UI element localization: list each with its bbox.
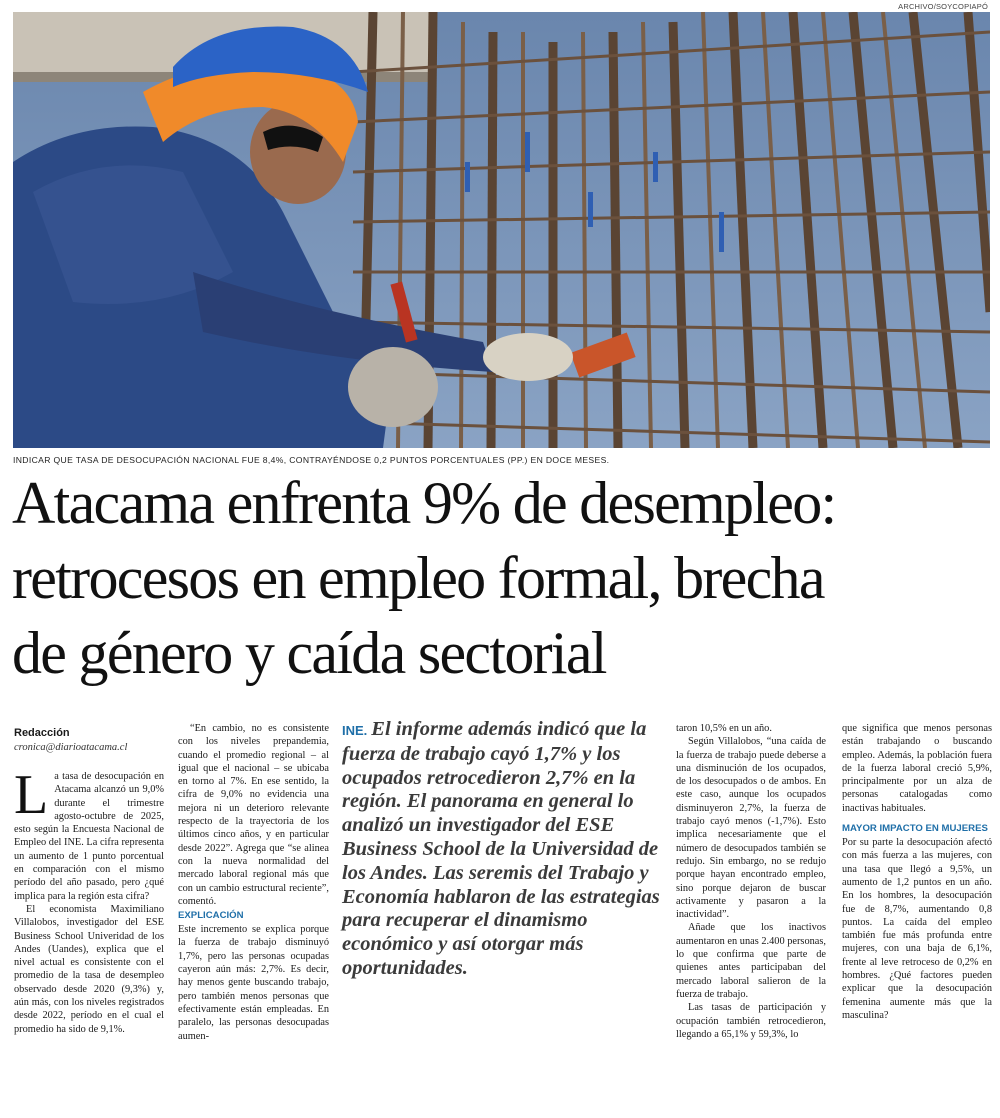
byline-email[interactable]: cronica@diarioatacama.cl	[14, 742, 128, 753]
paragraph: Este incremento se explica porque la fuerza de trabajo disminuyó 1,7%, pero las personas ocupadas cayeron aún más: 2,7%. Es decir, hay menos gente buscando trabajo, pero también menos personas que efectivamente están empleadas. En paralelo, las personas desocupadas aumen-	[178, 924, 329, 1042]
paragraph: que significa que menos personas están trabajando o buscando empleo. Además, la población fuera de la fuerza laboral creció 5,9%, principalmente por un alza de personas catalogadas como inactivas habituales.	[842, 723, 992, 814]
construction-worker-photo	[13, 12, 990, 448]
paragraph: “En cambio, no es consistente con los niveles prepandemia, cuando el promedio regional – al igual que el nacional – se ubicaba en torno al 7%. En ese sentido, la cifra de 9,0% no evidencia una mejora ni un deterioro relevante respecto de la trayectoria de los últimos cinco años, y en particular desde 2022”. Agrega que “se alinea con la nueva normalidad del mercado laboral regional más que con un cambio estructural reciente”, comentó.	[178, 723, 329, 907]
paragraph: Según Villalobos, “una caída de la fuerza de trabajo puede deberse a una disminución de los ocupados, de los desocupados o de ambos. En este caso, aunque los ocupados disminuyeron 2,7%, la fuerza de trabajo cayó menos (-1,7%). Esto implica necesariamente que el número de desocupados también se redujo. Sin embargo, no se redujo porque hayan encontrado empleo, sino porque dejaron de buscar activamente y pasaron a la inactividad”.	[676, 736, 826, 921]
paragraph: taron 10,5% en un año.	[676, 723, 772, 734]
paragraph: Añade que los inactivos aumentaron en unas 2.400 personas, lo que confirma que parte de quienes antes participaban del mercado laboral salieron de la fuerza de trabajo.	[676, 922, 826, 1000]
paragraph: El economista Maximiliano Villalobos, investigador del ESE Business School Univeridad de los Andes (Uandes), explica que el nivel actual es consistente con el promedio de la tasa de desempleo observado desde 2020 (9,3%) y, aún más, con los niveles registrados desde 2022, período en el cual el promedio ha sido de 9,1%.	[14, 903, 164, 1035]
paragraph: Por su parte la desocupación afectó con más fuerza a las mujeres, con una tasa que llegó a 9,5%, un aumento de 1,2 puntos en un año. En los hombres, la desocupación fue de 8,7%, aumentando 0,8 puntos. La caída del empleo también fue más profunda entre mujeres, con una baja de 6,1%, frente al leve retroceso de 0,2% en hombres. ¿Qué factores pueden explicar que la desocupación femenina aumente más que la masculina?	[842, 837, 992, 1021]
article-headline	[12, 466, 992, 691]
article-column-2	[178, 722, 329, 1043]
headline-line-3: de género y caída sectorial	[12, 620, 606, 686]
pull-quote-text: El informe además indicó que la fuerza de trabajo cayó 1,7% y los ocupados retrocedieron 2,7% en la región. El panorama en general lo analizó un investigador del ESE Business School de la Universidad de los Andes. Las seremis del Trabajo y Economía hablaron de las estrategias para recuperar el dinamismo económico y así otorgar más oportunidades.	[342, 718, 660, 979]
article-column-4	[676, 722, 826, 1041]
subheading-mayor-impacto: MAYOR IMPACTO EN MUJERES	[842, 823, 988, 835]
drop-cap: L	[14, 764, 49, 826]
pull-quote-tag: INE.	[342, 723, 368, 738]
byline-author: Redacción	[14, 727, 70, 739]
photo-caption: INDICAR QUE TASA DE DESOCUPACIÓN NACIONAL FUE 8,4%, CONTRAYÉNDOSE 0,2 PUNTOS PORCENTUALES (PP.) EN DOCE MESES.	[13, 455, 610, 465]
paragraph: Las tasas de participación y ocupación también retrocedieron, llegando a 65,1% y 59,3%, lo	[676, 1002, 826, 1040]
pull-quote	[342, 718, 662, 981]
headline-line-2: retrocesos en empleo formal, brecha	[12, 545, 824, 611]
subheading-explicacion: EXPLICACIÓN	[178, 910, 244, 922]
article-column-5	[842, 722, 992, 1022]
paragraph	[14, 764, 164, 903]
headline-line-1: Atacama enfrenta 9% de desempleo:	[12, 470, 836, 536]
photo-credit: ARCHIVO/SOYCOPIAPÓ	[898, 2, 988, 11]
paragraph-text: a tasa de desocupación en Atacama alcanzó un 9,0% durante el trimestre agosto-octubre de 2025, esto según la Encuesta Nacional de Empleo del INE. La cifra representa un aumento de 1 punto porcentual en comparación con el mismo período del año pasado, pero ¿qué implica para la región esta cifra?	[14, 771, 164, 902]
article-column-1	[14, 764, 164, 1036]
